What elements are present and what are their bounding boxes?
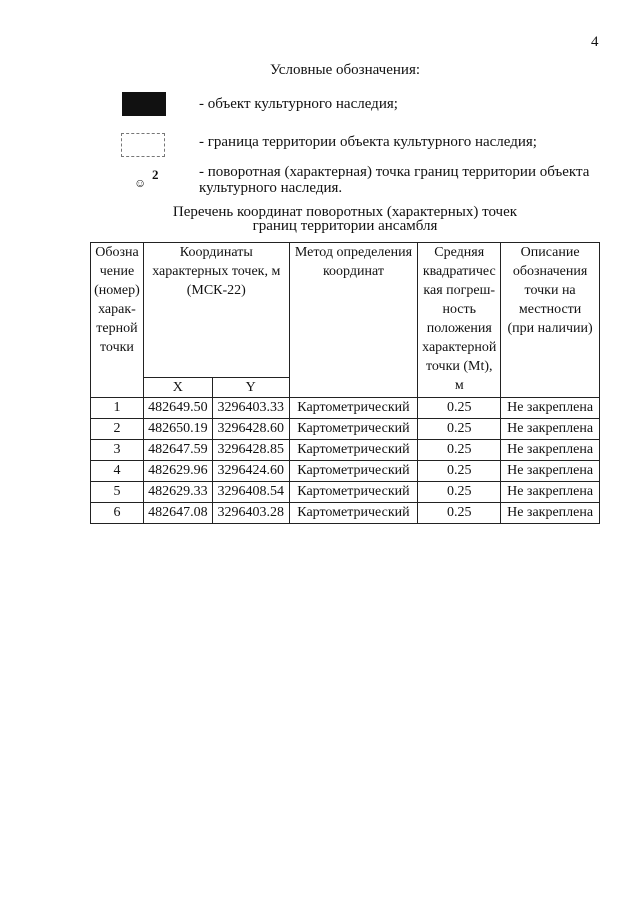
table-caption-line2: границ территории ансамбля [252, 218, 438, 234]
header-x: X [143, 378, 212, 398]
cell-y: 3296428.85 [212, 440, 289, 461]
cell-error: 0.25 [418, 461, 501, 482]
page-number: 4 [591, 34, 599, 50]
cell-error: 0.25 [418, 503, 501, 524]
cell-description: Не закреплена [501, 461, 600, 482]
header-text: обозначения [512, 264, 588, 279]
cell-description: Не закреплена [501, 482, 600, 503]
territory-border-swatch [121, 133, 165, 157]
heritage-object-swatch [122, 92, 166, 116]
header-text: точки (Mt), [425, 359, 493, 374]
cell-method: Картометрический [289, 440, 418, 461]
turning-point-label: 2 [152, 167, 159, 182]
header-text: (номер) [94, 283, 140, 298]
header-text: Координаты [179, 245, 253, 260]
header-text: чение [99, 264, 135, 279]
table-row [91, 461, 600, 482]
header-coordinates [143, 243, 289, 378]
cell-x: 482647.59 [143, 440, 212, 461]
cell-description: Не закреплена [501, 440, 600, 461]
header-text: Обозна [95, 245, 139, 260]
header-text: квадратичес [422, 264, 496, 279]
cell-y: 3296428.60 [212, 419, 289, 440]
header-text: положения [426, 321, 492, 336]
cell-x: 482629.33 [143, 482, 212, 503]
header-text: точки [100, 340, 134, 355]
header-text: (МСК-22) [186, 283, 246, 298]
cell-y: 3296403.33 [212, 398, 289, 419]
legend-item-heritage-object: - объект культурного наследия; [199, 96, 398, 112]
cell-point-number: 6 [91, 503, 144, 524]
cell-method: Картометрический [289, 419, 418, 440]
cell-point-number: 3 [91, 440, 144, 461]
header-text: м [454, 378, 464, 393]
cell-y: 3296424.60 [212, 461, 289, 482]
table-row [91, 440, 600, 461]
header-method [289, 243, 418, 398]
cell-point-number: 1 [91, 398, 144, 419]
header-text: точки на [524, 283, 576, 298]
legend-title: Условные обозначения: [269, 62, 421, 78]
cell-method: Картометрический [289, 482, 418, 503]
cell-error: 0.25 [418, 419, 501, 440]
cell-point-number: 2 [91, 419, 144, 440]
header-text: Описание [520, 245, 580, 260]
table-row [91, 419, 600, 440]
header-error [418, 243, 501, 398]
header-text: кая погреш- [423, 283, 496, 298]
legend-item-turning-point-line2: культурного наследия. [199, 180, 343, 196]
cell-error: 0.25 [418, 398, 501, 419]
legend-item-territory-border: - граница территории объекта культурного наследия; [199, 134, 537, 150]
header-text: характерной [422, 340, 497, 355]
header-text: Средняя [434, 245, 485, 260]
table-row [91, 482, 600, 503]
cell-x: 482649.50 [143, 398, 212, 419]
cell-y: 3296403.28 [212, 503, 289, 524]
table-header-row [91, 243, 600, 378]
cell-description: Не закреплена [501, 419, 600, 440]
table-row [91, 398, 600, 419]
header-text: характерных точек, м [152, 264, 281, 279]
turning-point-icon: ☺ [134, 176, 147, 190]
cell-y: 3296408.54 [212, 482, 289, 503]
legend-item-turning-point-line1: - поворотная (характерная) точка границ территории объекта [199, 164, 590, 180]
cell-point-number: 5 [91, 482, 144, 503]
table-caption-line1: Перечень координат поворотных (характерных) точек [172, 204, 518, 220]
cell-point-number: 4 [91, 461, 144, 482]
table-row [91, 503, 600, 524]
cell-method: Картометрический [289, 398, 418, 419]
header-text: терной [96, 321, 138, 336]
coordinates-table [90, 242, 600, 524]
cell-method: Картометрический [289, 461, 418, 482]
legend-item-turning-point [199, 164, 589, 196]
cell-description: Не закреплена [501, 503, 600, 524]
cell-description: Не закреплена [501, 398, 600, 419]
header-text: (при наличии) [507, 321, 593, 336]
cell-error: 0.25 [418, 440, 501, 461]
cell-x: 482647.08 [143, 503, 212, 524]
header-text: харак- [98, 302, 136, 317]
header-description [501, 243, 600, 398]
cell-x: 482650.19 [143, 419, 212, 440]
table-caption [0, 205, 640, 233]
header-point-number [91, 243, 144, 398]
header-text: ность [442, 302, 477, 317]
header-text: Метод определения [294, 245, 413, 260]
header-text: местности [518, 302, 582, 317]
header-text: координат [322, 264, 384, 279]
cell-error: 0.25 [418, 482, 501, 503]
header-y: Y [212, 378, 289, 398]
cell-method: Картометрический [289, 503, 418, 524]
cell-x: 482629.96 [143, 461, 212, 482]
